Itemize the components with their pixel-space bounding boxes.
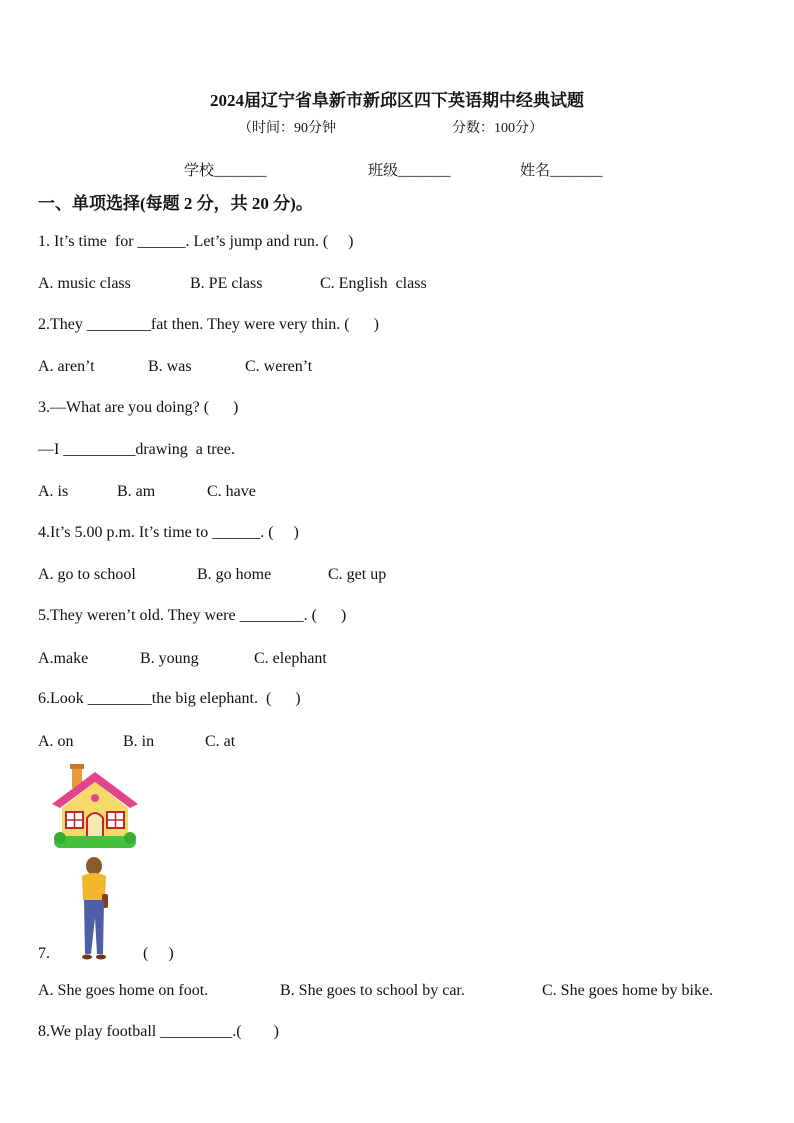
q6-option-b: B. in: [123, 733, 155, 750]
q6-option-c: C. at: [205, 733, 236, 750]
question-7-paren: ( ): [143, 945, 174, 962]
question-8: 8.We play football _________.( ): [38, 1023, 279, 1040]
name-field: 姓名_______: [520, 163, 603, 179]
q5-option-b: B. young: [140, 650, 199, 667]
grass: [54, 836, 136, 848]
q4-option-c: C. get up: [328, 566, 387, 583]
q5-option-c: C. elephant: [254, 650, 327, 667]
question-4: 4.It’s 5.00 p.m. It’s time to ______. ( ): [38, 524, 299, 541]
page-title: 2024届辽宁省阜新市新邱区四下英语期中经典试题: [210, 91, 584, 110]
door: [87, 813, 103, 838]
q5-option-a: A.make: [38, 650, 89, 667]
q4-option-b: B. go home: [197, 566, 272, 583]
house-illustration: [50, 764, 140, 852]
question-5: 5.They weren’t old. They were ________. ( ): [38, 607, 347, 624]
right-shoe: [96, 955, 106, 960]
question-1: 1. It’s time for ______. Let’s jump and run. ( ): [38, 233, 354, 250]
question-6: 6.Look ________the big elephant. ( ): [38, 690, 301, 707]
exam-score: 分数：100分）: [452, 121, 543, 136]
attic-window: [91, 794, 99, 802]
hair: [86, 857, 102, 875]
q7-option-b: B. She goes to school by car.: [280, 982, 465, 999]
question-2: 2.They ________fat then. They were very thin. ( ): [38, 316, 379, 333]
q2-option-b: B. was: [148, 358, 192, 375]
q2-option-a: A. aren’t: [38, 358, 95, 375]
q1-option-c: C. English class: [320, 275, 427, 292]
school-field: 学校_______: [184, 163, 267, 179]
section-heading: 一、单项选择(每题 2 分，共 20 分)。: [38, 194, 313, 213]
q6-option-a: A. on: [38, 733, 74, 750]
class-field: 班级_______: [368, 163, 451, 179]
exam-time: （时间：90分钟: [238, 121, 336, 136]
q3-option-b: B. am: [117, 483, 156, 500]
q1-option-a: A. music class: [38, 275, 131, 292]
q2-option-c: C. weren’t: [245, 358, 313, 375]
question-7: 7.: [38, 945, 50, 962]
q7-option-a: A. She goes home on foot.: [38, 982, 209, 999]
q1-option-b: B. PE class: [190, 275, 263, 292]
q3-option-c: C. have: [207, 483, 256, 500]
chimney-cap: [70, 764, 84, 769]
girl-walking-illustration: [74, 856, 112, 962]
jeans: [84, 900, 104, 954]
left-shoe: [82, 955, 92, 960]
question-3: 3.—What are you doing? ( ): [38, 399, 239, 416]
q7-option-c: C. She goes home by bike.: [542, 982, 714, 999]
q4-option-a: A. go to school: [38, 566, 136, 583]
q3-option-a: A. is: [38, 483, 69, 500]
question-3-response: —I _________drawing a tree.: [38, 441, 235, 458]
